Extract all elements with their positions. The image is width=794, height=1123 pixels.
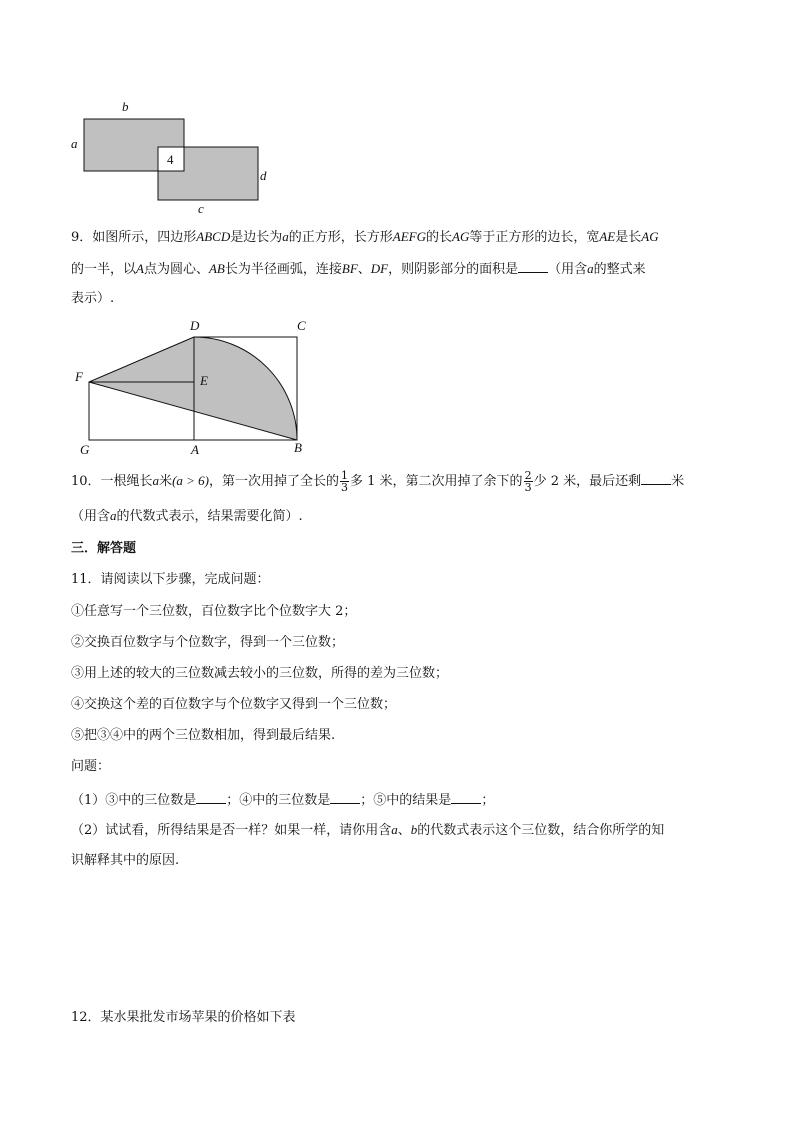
- q11-problem-label: 问题：: [71, 759, 111, 774]
- q10-line1: 10．一根绳长a米(a > 6)，第一次用掉了全长的 $\frac{1}{3}$ 多 1 米，第二次用掉了余下的 $\frac{2}{3}$ 少 2 米，最后还剩 米: [71, 469, 685, 494]
- shaded-region: [89, 337, 297, 440]
- label-G: G: [80, 442, 90, 457]
- label-B: B: [294, 440, 302, 455]
- label-d: d: [260, 168, 267, 183]
- fraction-two-thirds: $\frac{2}{3}$: [524, 469, 532, 494]
- label-E: E: [200, 373, 208, 388]
- label-C: C: [297, 318, 306, 333]
- q11-part2-line1: （2）试试看，所得结果是否一样？如果一样，请你用含a、b的代数式表示这个三位数，结合你所学的知: [71, 822, 665, 838]
- answer-blank-1: [196, 789, 226, 804]
- label-a: a: [71, 136, 78, 151]
- label-c: c: [198, 201, 204, 216]
- q11-step2: ②交换百位数字与个位数字，得到一个三位数；: [71, 635, 345, 650]
- answer-blank-2: [330, 789, 360, 804]
- label-F: F: [75, 369, 83, 384]
- q9-line3: 表示）.: [71, 291, 115, 306]
- q9-line2: 的一半，以A点为圆心、AB长为半径画弧，连接BF、DF，则阴影部分的面积是 （用含a的整式来: [71, 258, 646, 280]
- label-D: D: [190, 318, 200, 333]
- q11-step1: ①任意写一个三位数，百位数字比个位数字大 2；: [71, 604, 357, 619]
- label-b: b: [122, 99, 129, 114]
- answer-blank-q10: [641, 470, 671, 485]
- q11-step5: ⑤把③④中的两个三位数相加，得到最后结果.: [71, 728, 336, 743]
- answer-blank-3: [451, 789, 481, 804]
- figure-rectangles: [60, 96, 280, 220]
- q11-part1: （1）③中的三位数是 ；④中的三位数是 ；⑤中的结果是 ；: [71, 789, 494, 811]
- q11-title: 11．请阅读以下步骤，完成问题：: [71, 572, 270, 587]
- q11-step3: ③用上述的较大的三位数减去较小的三位数，所得的差为三位数；: [71, 666, 449, 681]
- answer-blank-q9: [518, 258, 548, 273]
- fraction-one-third: $\frac{1}{3}$: [341, 469, 349, 494]
- label-4: 4: [167, 152, 174, 167]
- q11-part2-line2: 识解释其中的原因.: [71, 853, 180, 868]
- label-A: A: [191, 442, 199, 457]
- section-heading: 三．解答题: [71, 541, 137, 556]
- q11-step4: ④交换这个差的百位数字与个位数字又得到一个三位数；: [71, 697, 397, 712]
- q12-title: 12．某水果批发市场苹果的价格如下表: [71, 1010, 296, 1025]
- figure-square-arc: [70, 315, 320, 460]
- q10-line2: （用含a的代数式表示，结果需要化简）.: [71, 508, 303, 524]
- q9-line1: 9．如图所示，四边形ABCD是边长为a的正方形，长方形AEFG的长AG等于正方形的边长，宽AE是长AG: [71, 229, 659, 245]
